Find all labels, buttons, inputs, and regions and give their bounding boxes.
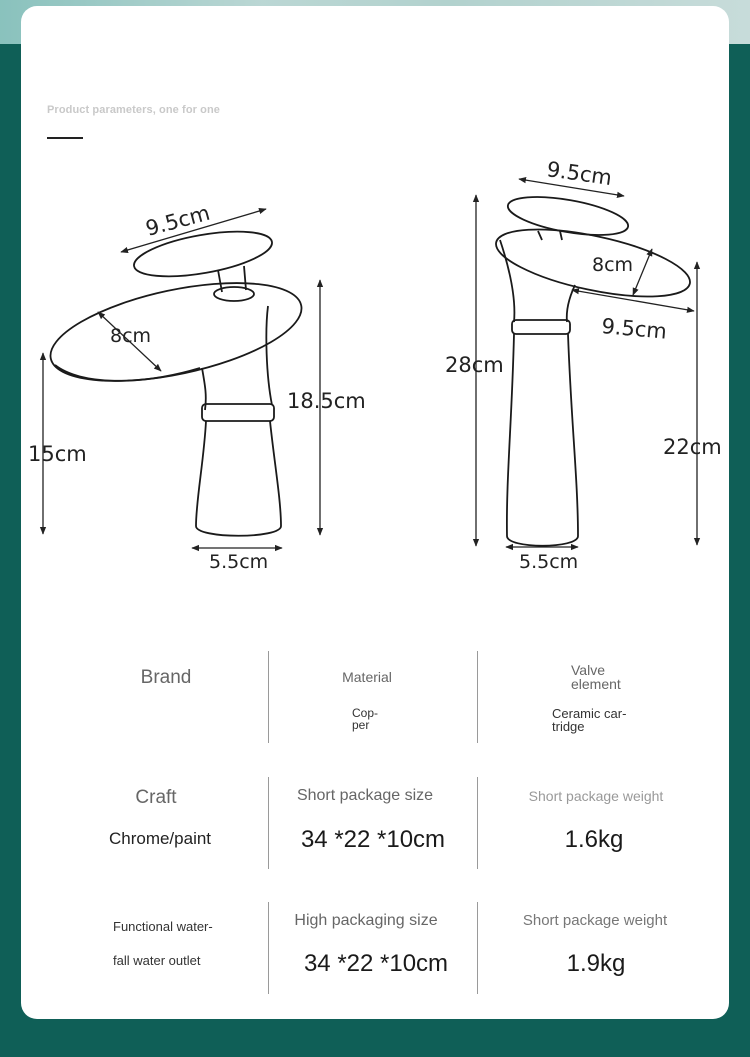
right-total-height-label: 28cm bbox=[445, 353, 504, 377]
valve-value-line2: tridge bbox=[552, 719, 585, 734]
valve-value-line1: Ceramic car- bbox=[552, 706, 627, 721]
valve-label-line1: Valve bbox=[571, 662, 605, 678]
table-divider bbox=[477, 777, 478, 869]
short-package-weight-label: Short package weight bbox=[528, 788, 664, 804]
short-package-weight-value: 1.6kg bbox=[564, 826, 624, 853]
left-faucet-outline bbox=[42, 223, 310, 536]
material-label: Material bbox=[342, 669, 392, 685]
outlet-value-line2: fall water outlet bbox=[113, 953, 201, 968]
section-caption: Product parameters, one for one bbox=[47, 104, 221, 116]
high-packaging-size-label: High packaging size bbox=[294, 912, 438, 929]
table-divider bbox=[268, 777, 269, 869]
right-faucet-outline bbox=[491, 190, 696, 546]
right-handle-width-label: 9.5cm bbox=[545, 157, 614, 191]
right-base-width-label: 5.5cm bbox=[519, 551, 579, 573]
left-total-height-label: 18.5cm bbox=[287, 389, 366, 413]
left-handle-width-label: 9.5cm bbox=[143, 200, 213, 241]
high-packaging-size-value: 34 *22 *10cm bbox=[303, 950, 449, 977]
right-spout-depth-label: 8cm bbox=[592, 254, 634, 276]
brand-label: Brand bbox=[140, 667, 192, 688]
short-package-size-value: 34 *22 *10cm bbox=[300, 826, 446, 853]
left-spout-depth-label: 8cm bbox=[110, 325, 152, 347]
short-package-size-label: Short package size bbox=[296, 787, 434, 804]
valve-label-line2: element bbox=[571, 676, 621, 692]
material-value-line2: per bbox=[352, 718, 370, 732]
outlet-value-line1: Functional water- bbox=[113, 919, 213, 934]
table-divider bbox=[477, 902, 478, 994]
package-weight-label: Short package weight bbox=[522, 912, 668, 929]
left-spout-height-label: 15cm bbox=[28, 442, 87, 466]
craft-label: Craft bbox=[135, 787, 177, 808]
right-spout-height-label: 22cm bbox=[663, 435, 722, 459]
package-weight-value: 1.9kg bbox=[566, 950, 626, 977]
craft-value: Chrome/paint bbox=[108, 829, 212, 848]
right-spout-width-label: 9.5cm bbox=[600, 314, 668, 344]
table-divider bbox=[477, 651, 478, 743]
table-divider bbox=[268, 651, 269, 743]
left-base-width-label: 5.5cm bbox=[209, 551, 269, 573]
material-value-line1: Cop- bbox=[352, 706, 379, 720]
table-divider bbox=[268, 902, 269, 994]
